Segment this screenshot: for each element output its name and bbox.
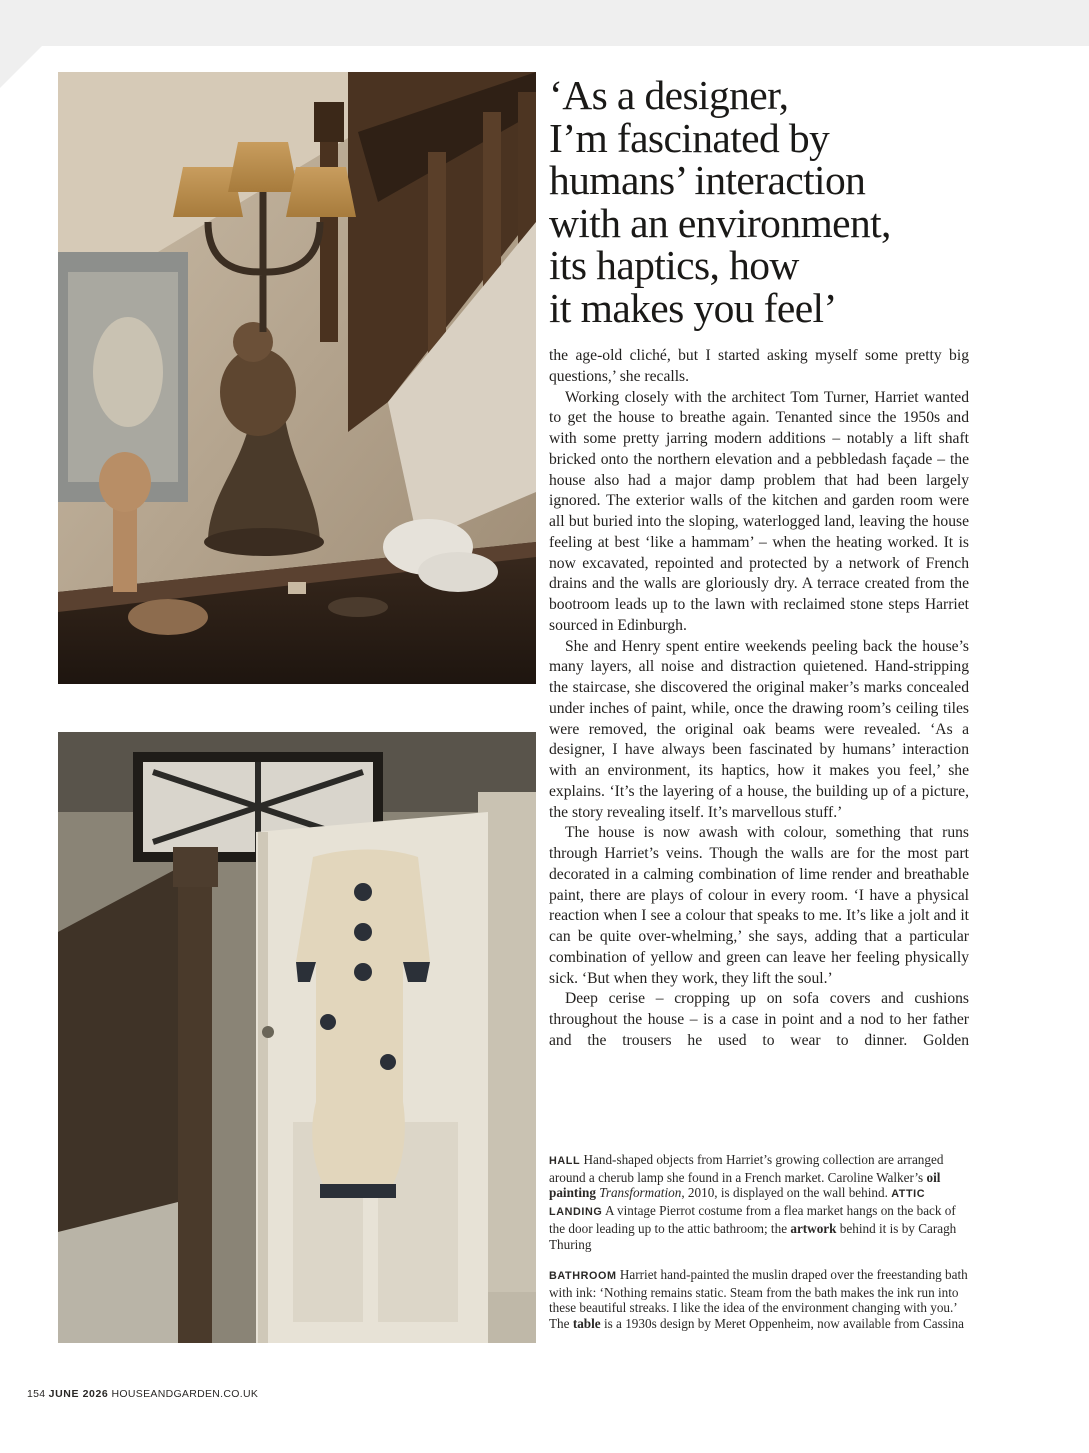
pull-quote-line: ‘As a designer, [549,72,789,118]
pull-quote [549,74,1019,329]
pull-quote-line: humans’ interaction [549,157,866,203]
caption-label-attic: ATTIC LANDING [549,1188,926,1219]
issue-date: JUNE 2026 [48,1388,109,1400]
caption-text: , 2010, is displayed on the wall behind. [681,1185,892,1201]
page-folio [27,1388,258,1400]
pull-quote-line: I’m fascinated by [549,114,830,161]
photo-caption-hall-attic [549,1152,969,1252]
body-paragraph: the age-old cliché, but I started asking myself some pretty big questions,’ she recalls. [549,347,969,385]
hall-photo [58,72,536,684]
caption-bold-term: artwork [790,1220,837,1236]
photo-caption-bathroom [549,1267,969,1332]
article-body [549,346,969,1052]
pull-quote-line: its haptics, how [549,242,799,288]
caption-text: A vintage Pierrot costume from a flea market hangs on the back of the door leading up to the attic bathroom; the [549,1203,956,1236]
caption-artwork-title: Transformation [599,1185,682,1201]
pull-quote-line: with an environment, [549,199,891,246]
caption-label-hall: HALL [549,1155,581,1167]
body-paragraph: She and Henry spent entire weekends peeling back the house’s many layers, all noise and distraction quietened. Hand-stripping the staircase, she discovered the original maker’s marks concealed under inches of paint, while, once the drawing room’s ceiling tiles were removed, the original oak beams were revealed. ‘As a designer, I have always been fascinated by humans’ interaction with an environment, its haptics, how it makes you feel,’ she explains. ‘It’s the layering of a house, the building up of a picture, the story revealing itself. It’s marvellous stuff.’ [549,637,969,821]
caption-text: Harriet hand-painted the muslin draped over the freestanding bath with ink: ‘Nothing remains static. Steam from the bath makes the ink run into these beautiful streaks. I like the idea of the environment changing with you.’ The [549,1267,968,1332]
caption-bold-term: table [572,1316,601,1332]
caption-label-bathroom: BATHROOM [549,1270,617,1282]
page-corner-fold [0,46,42,88]
caption-text: behind it is by Caragh Thuring [549,1220,957,1252]
hall-photo-illustration [58,72,536,684]
body-paragraph: The house is now awash with colour, something that runs through Harriet’s veins. Though the walls are for the most part decorated in a calming combination of lime render and breathable paint, there are plays of colour in every room. ‘I have a physical reaction when I see a colour that speaks to me. It’s like a jolt and it can be quite over-whelming,’ she says, adding that a particular combination of yellow and green can leave her feeling physically sick. ‘But when they work, they lift the soul.’ [549,824,969,987]
caption-bold-term: oil painting [549,1169,941,1201]
body-paragraph: Deep cerise – cropping up on sofa covers and cushions throughout the house – is a case in point and a nod to her father and the trousers he used to wear to dinner. Golden [549,990,969,1049]
body-paragraph: Working closely with the architect Tom Turner, Harriet wanted to get the house to breathe again. Tenanted since the 1950s and with some pretty jarring modern additions – notably a lift shaft bricked onto the northern elevation and a pebbledash façade – the house also had a major damp problem that had been largely ignored. The exterior walls of the kitchen and garden room were all but buried into the sloping, waterlogged land, leaving the house feeling at best ‘like a hammam’ – when the heating worked. It is now excavated, repointed and protected by a network of French drains and the walls are gloriously dry. A terrace created from the bootroom leads up to the lawn with reclaimed stone steps Harriet sourced in Edinburgh. [549,388,969,634]
caption-text: Hand-shaped objects from Harriet’s growing collection are arranged around a cherub lamp she found in a French market. Caroline Walker’s [549,1152,944,1185]
attic-landing-photo [58,732,536,1343]
page-number: 154 [27,1388,46,1400]
caption-text: is a 1930s design by Meret Oppenheim, now available from Cassina [600,1316,964,1332]
website-url: HOUSEANDGARDEN.CO.UK [111,1388,259,1400]
attic-landing-photo-illustration [58,732,536,1343]
scan-background-band [0,0,1089,46]
pull-quote-line: it makes you feel’ [549,284,837,331]
